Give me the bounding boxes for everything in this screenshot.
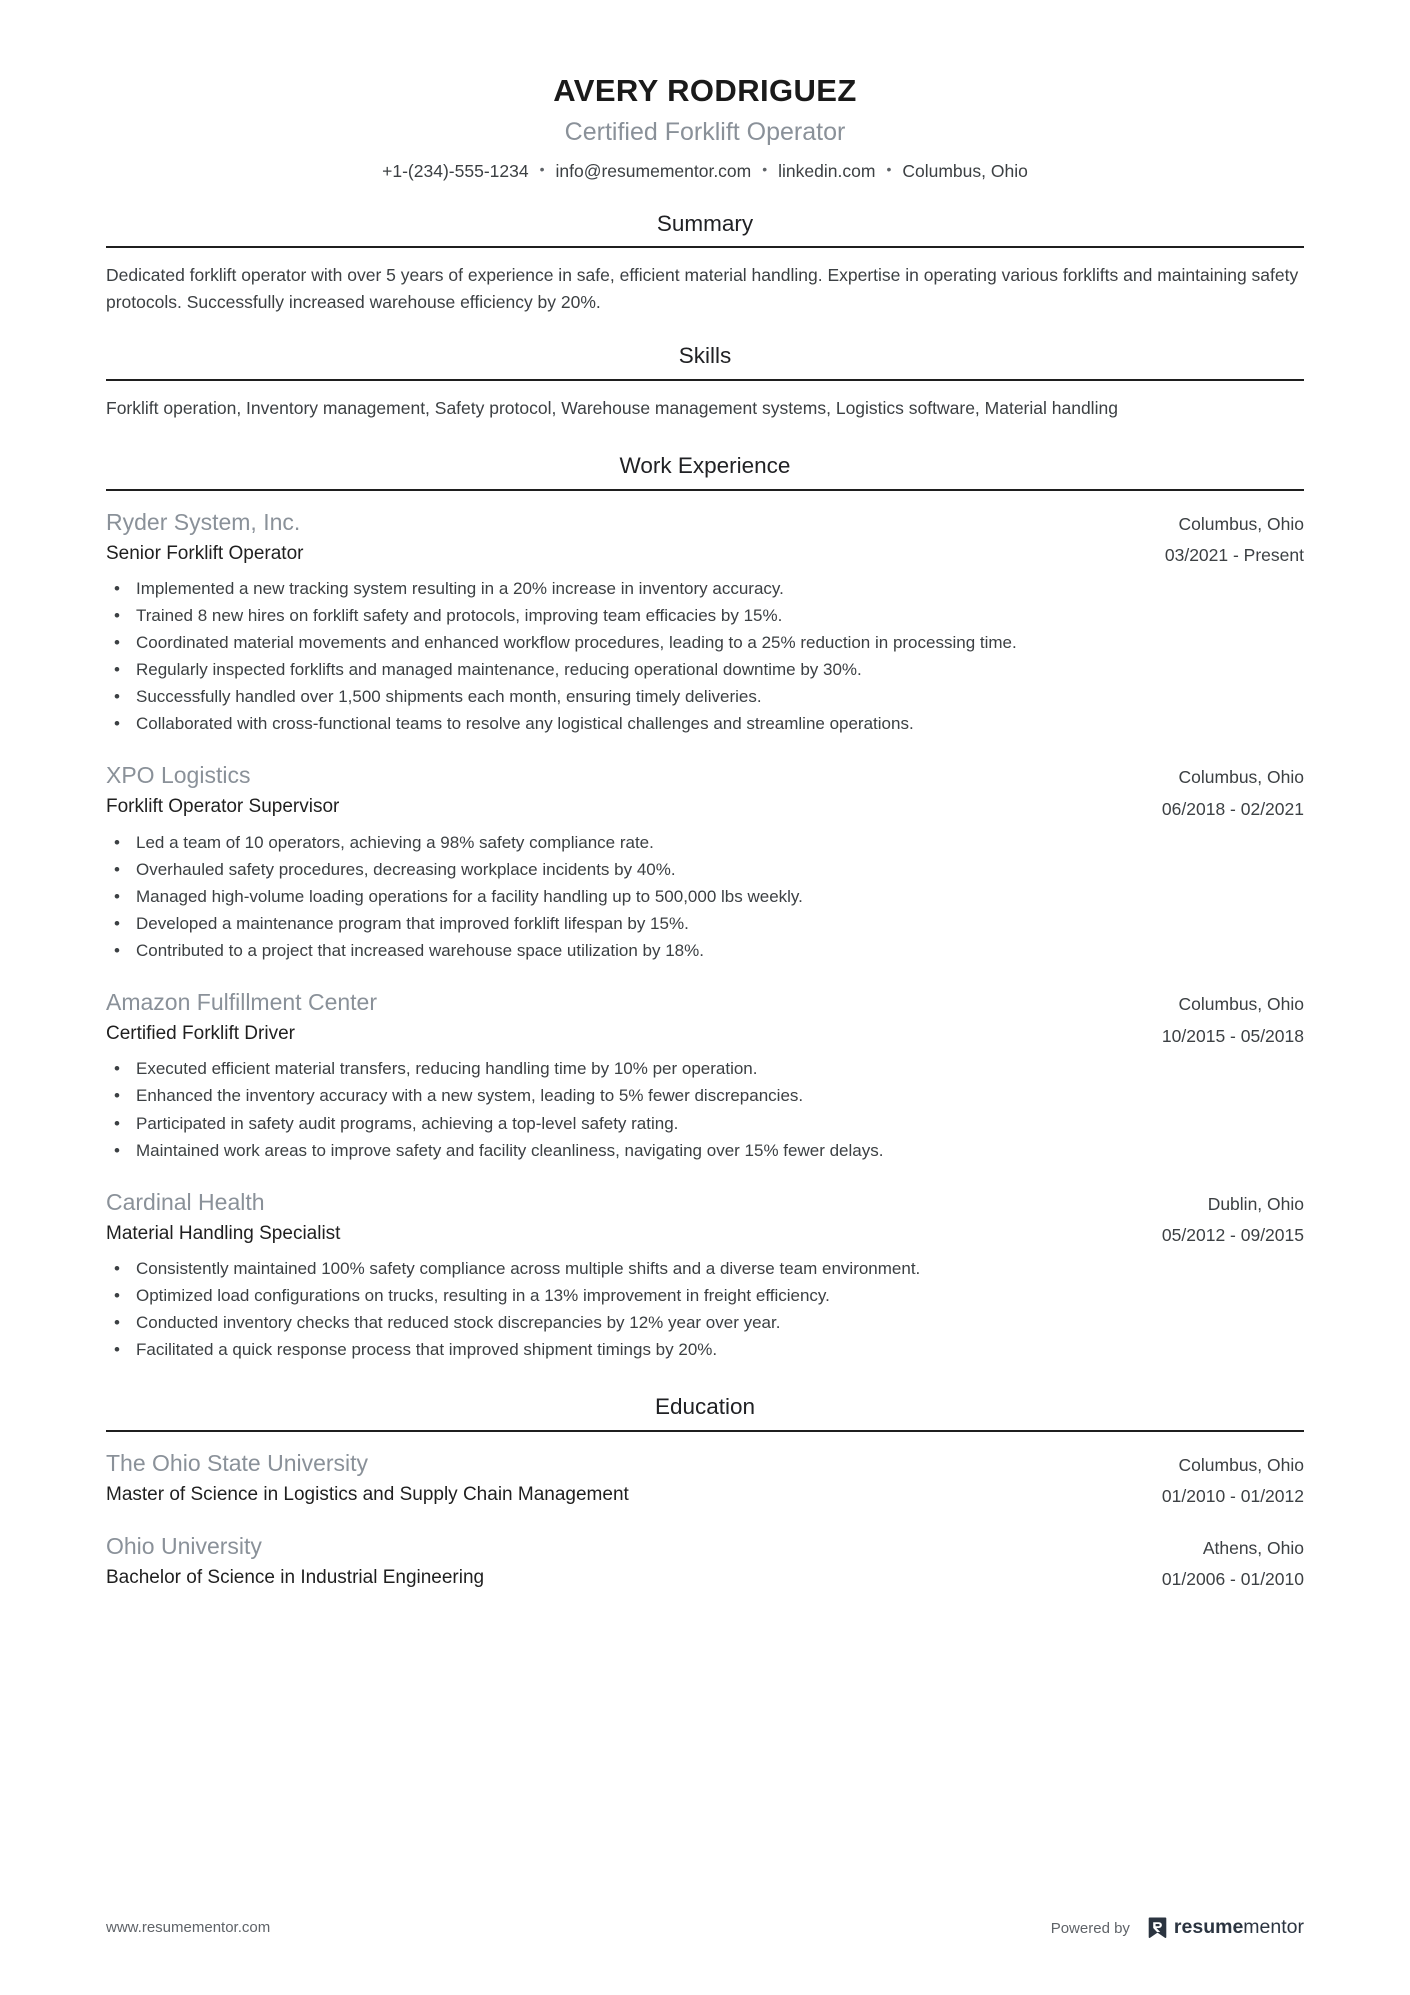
section-skills — [106, 341, 1304, 421]
work-experience-entry — [106, 507, 1304, 737]
job-bullet-list — [106, 577, 1304, 737]
resumementor-logo — [1148, 1917, 1304, 1939]
job-bullet-text: Facilitated a quick response process that improved shipment timings by 20%. — [136, 1340, 718, 1360]
job-bullet-item — [106, 604, 1304, 628]
entry-header-left — [106, 1531, 1138, 1592]
bullet-dot-icon: • — [114, 1313, 120, 1333]
bullet-dot-icon: • — [114, 660, 120, 680]
skills-text: Forklift operation, Inventory management, Safety protocol, Warehouse management systems, Logistics software, Material handling — [106, 397, 1118, 418]
job-bullet-item — [106, 939, 1304, 963]
job-bullet-text: Contributed to a project that increased warehouse space utilization by 18%. — [136, 941, 704, 961]
job-bullet-text: Consistently maintained 100% safety compliance across multiple shifts and a diverse team environment. — [136, 1258, 921, 1278]
job-bullet-text: Led a team of 10 operators, achieving a 98% safety compliance rate. — [136, 832, 654, 852]
job-bullet-text: Developed a maintenance program that improved forklift lifespan by 15%. — [136, 913, 689, 933]
job-role-title: Certified Forklift Driver — [106, 1023, 295, 1045]
brand-name-light: mentor — [1243, 1916, 1304, 1939]
employer-name: Amazon Fulfillment Center — [106, 989, 377, 1016]
bullet-dot-icon: • — [114, 913, 120, 933]
job-bullet-item — [106, 1057, 1304, 1081]
job-bullet-text: Optimized load configurations on trucks, resulting in a 13% improvement in freight efficiency. — [136, 1286, 830, 1306]
entry-header-right — [1138, 1537, 1304, 1592]
job-bullet-item — [106, 912, 1304, 936]
employer-name: Ryder System, Inc. — [106, 508, 301, 535]
entry-header — [106, 760, 1304, 821]
work-experience-entry — [106, 1187, 1304, 1363]
school-location: Athens, Ohio — [1202, 1537, 1304, 1558]
section-title-skills: Skills — [678, 343, 732, 369]
entry-header-left — [106, 1448, 1138, 1509]
job-dates: 10/2015 - 05/2018 — [1161, 1025, 1304, 1046]
bullet-separator-icon: • — [886, 160, 892, 177]
job-bullet-text: Coordinated material movements and enhanced workflow procedures, leading to a 25% reduction in processing time. — [136, 632, 1017, 652]
footer-branding — [1051, 1917, 1304, 1939]
job-bullet-item — [106, 1338, 1304, 1362]
job-bullet-item — [106, 658, 1304, 682]
job-location: Dublin, Ohio — [1207, 1193, 1304, 1214]
school-name: Ohio University — [106, 1532, 262, 1559]
school-name: The Ohio State University — [106, 1449, 369, 1476]
contact-location: Columbus, Ohio — [902, 160, 1028, 181]
job-bullet-text: Implemented a new tracking system resulting in a 20% increase in inventory accuracy. — [136, 578, 784, 598]
school-location: Columbus, Ohio — [1178, 1454, 1304, 1475]
education-entry — [106, 1531, 1304, 1592]
resumementor-mark-icon — [1148, 1917, 1167, 1939]
footer-website-url[interactable]: www.resumementor.com — [106, 1919, 271, 1937]
entry-header-right — [1138, 1454, 1304, 1509]
bullet-dot-icon: • — [114, 1258, 120, 1278]
resume-header — [106, 0, 1304, 183]
bullet-dot-icon: • — [114, 1140, 120, 1160]
section-title-education: Education — [654, 1394, 756, 1420]
job-role-title: Forklift Operator Supervisor — [106, 796, 340, 818]
job-bullet-item — [106, 1084, 1304, 1108]
employer-name: XPO Logistics — [106, 762, 251, 789]
job-bullet-text: Participated in safety audit programs, achieving a top-level safety rating. — [136, 1113, 679, 1133]
resume-footer — [106, 1917, 1304, 1939]
job-bullet-text: Executed efficient material transfers, reducing handling time by 10% per operation. — [136, 1059, 758, 1079]
job-bullet-item — [106, 577, 1304, 601]
entry-header — [106, 507, 1304, 568]
education-entry — [106, 1448, 1304, 1509]
job-bullet-item — [106, 1139, 1304, 1163]
job-dates: 06/2018 - 02/2021 — [1161, 799, 1304, 820]
entry-header-left — [106, 507, 1141, 568]
section-divider — [106, 1430, 1304, 1432]
job-bullet-text: Collaborated with cross-functional teams to resolve any logistical challenges and streamline operations. — [136, 714, 914, 734]
entry-header-left — [106, 760, 1138, 821]
job-role-title: Senior Forklift Operator — [106, 542, 304, 564]
contact-phone: +1-(234)-555-1234 — [382, 160, 529, 181]
job-bullet-item — [106, 1257, 1304, 1281]
education-list — [106, 1448, 1304, 1592]
job-bullet-text: Managed high-volume loading operations for a facility handling up to 500,000 lbs weekly. — [136, 886, 803, 906]
school-dates: 01/2006 - 01/2010 — [1161, 1569, 1304, 1590]
entry-header-right — [1138, 766, 1304, 821]
job-dates: 03/2021 - Present — [1164, 545, 1304, 566]
bullet-dot-icon: • — [114, 714, 120, 734]
entry-header-right — [1138, 993, 1304, 1048]
job-bullet-list — [106, 1057, 1304, 1163]
summary-text: Dedicated forklift operator with over 5 years of experience in safe, efficient material handling. Expertise in operating various forklifts and maintaining safety protocols. Successfully increased warehouse efficiency by 20%. — [106, 265, 1299, 312]
job-bullet-text: Trained 8 new hires on forklift safety and protocols, improving team efficacies by 15%. — [136, 605, 783, 625]
bullet-separator-icon: • — [762, 160, 768, 177]
job-dates: 05/2012 - 09/2015 — [1161, 1225, 1304, 1246]
job-bullet-item — [106, 885, 1304, 909]
bullet-dot-icon: • — [114, 1086, 120, 1106]
entry-header — [106, 1187, 1304, 1248]
employer-name: Cardinal Health — [106, 1188, 265, 1215]
bullet-dot-icon: • — [114, 1113, 120, 1133]
entry-header-right — [1141, 513, 1304, 568]
bullet-dot-icon: • — [114, 605, 120, 625]
job-bullet-item — [106, 1112, 1304, 1136]
brand-name-bold: resume — [1173, 1916, 1244, 1939]
bullet-dot-icon: • — [114, 832, 120, 852]
job-bullet-item — [106, 685, 1304, 709]
job-bullet-item — [106, 831, 1304, 855]
section-title-work-experience: Work Experience — [619, 453, 791, 479]
job-location: Columbus, Ohio — [1178, 767, 1304, 788]
job-bullet-item — [106, 631, 1304, 655]
work-experience-entry — [106, 760, 1304, 963]
entry-header — [106, 987, 1304, 1048]
bullet-dot-icon: • — [114, 1286, 120, 1306]
entry-header-left — [106, 1187, 1138, 1248]
job-bullet-list — [106, 1257, 1304, 1363]
bullet-dot-icon: • — [114, 632, 120, 652]
contact-email: info@resumementor.com — [555, 160, 752, 181]
job-location: Columbus, Ohio — [1178, 994, 1304, 1015]
section-education — [106, 1392, 1304, 1592]
contact-linkedin: linkedin.com — [778, 160, 876, 181]
job-bullet-item — [106, 1284, 1304, 1308]
bullet-dot-icon: • — [114, 941, 120, 961]
job-bullet-item — [106, 858, 1304, 882]
bullet-dot-icon: • — [114, 687, 120, 707]
bullet-dot-icon: • — [114, 578, 120, 598]
bullet-dot-icon: • — [114, 1059, 120, 1079]
entry-header-left — [106, 987, 1138, 1048]
job-bullet-text: Conducted inventory checks that reduced stock discrepancies by 12% year over year. — [136, 1313, 781, 1333]
section-summary — [106, 209, 1304, 315]
job-bullet-text: Regularly inspected forklifts and managed maintenance, reducing operational downtime by 30%. — [136, 660, 862, 680]
job-bullet-text: Successfully handled over 1,500 shipments each month, ensuring timely deliveries. — [136, 687, 762, 707]
entry-header — [106, 1448, 1304, 1509]
school-dates: 01/2010 - 01/2012 — [1161, 1486, 1304, 1507]
degree-title: Master of Science in Logistics and Supply Chain Management — [106, 1483, 629, 1505]
job-bullet-text: Maintained work areas to improve safety and facility cleanliness, navigating over 15% fewer delays. — [136, 1140, 884, 1160]
entry-header — [106, 1531, 1304, 1592]
bullet-separator-icon: • — [539, 160, 545, 177]
job-bullet-item — [106, 1311, 1304, 1335]
degree-title: Bachelor of Science in Industrial Engineering — [106, 1566, 485, 1588]
job-bullet-list — [106, 831, 1304, 964]
job-bullet-text: Enhanced the inventory accuracy with a new system, leading to 5% fewer discrepancies. — [136, 1086, 804, 1106]
job-location: Columbus, Ohio — [1178, 513, 1304, 534]
candidate-name: AVERY RODRIGUEZ — [553, 73, 857, 108]
contact-line — [106, 159, 1304, 184]
job-bullet-item — [106, 712, 1304, 736]
entry-header-right — [1138, 1193, 1304, 1248]
section-work-experience — [106, 451, 1304, 1362]
job-role-title: Material Handling Specialist — [106, 1222, 341, 1244]
work-experience-list — [106, 507, 1304, 1363]
bullet-dot-icon: • — [114, 1340, 120, 1360]
work-experience-entry — [106, 987, 1304, 1163]
powered-by-label: Powered by — [1050, 1919, 1130, 1937]
section-title-summary: Summary — [656, 211, 754, 236]
bullet-dot-icon: • — [114, 886, 120, 906]
section-divider — [106, 489, 1304, 491]
candidate-job-title: Certified Forklift Operator — [564, 117, 846, 146]
job-bullet-text: Overhauled safety procedures, decreasing workplace incidents by 40%. — [136, 859, 676, 879]
bullet-dot-icon: • — [114, 859, 120, 879]
